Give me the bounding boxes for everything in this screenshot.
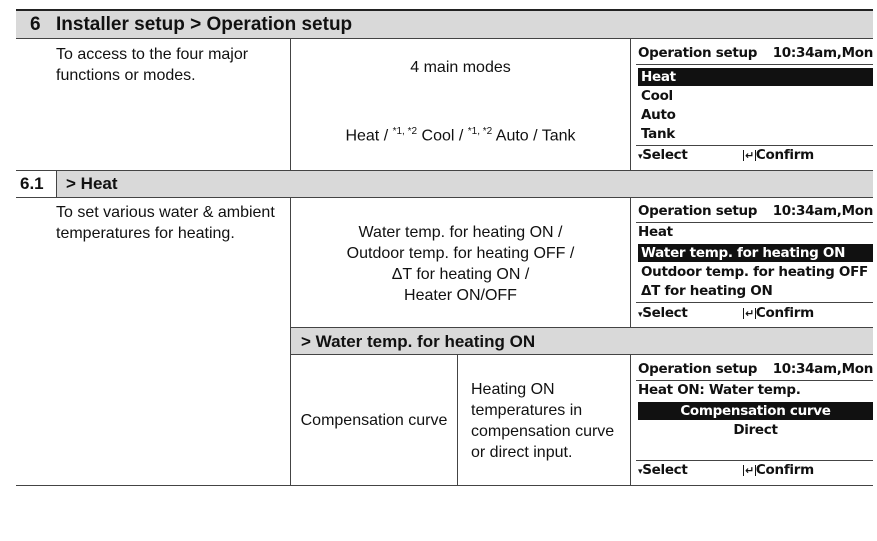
section-6-col-divider-2 [630, 38, 631, 170]
subsection-middle-text [471, 379, 626, 463]
section-6-1-desc-line2: temperatures for heating. [56, 225, 235, 242]
lcd-confirm [743, 461, 814, 479]
chevron-right-icon: > [66, 174, 76, 193]
lcd-select-label: Select [642, 305, 688, 321]
subsection-col-divider-1 [457, 354, 458, 485]
footnote-ref-1: *1, *2 [392, 126, 418, 137]
lcd-item: Auto [641, 107, 676, 123]
lcd-screen-water-temp [636, 360, 873, 482]
lcd-item: Direct [733, 422, 778, 438]
middle-line: temperatures in [471, 402, 583, 419]
section-6-desc-line1: To access to the four major [56, 46, 249, 63]
lcd-select-label: Select [642, 147, 688, 163]
lcd-subtitle: Heat [638, 224, 673, 240]
lcd-separator [636, 302, 873, 303]
center-line: Outdoor temp. for heating OFF / [346, 245, 575, 262]
lcd-title: Operation setup [638, 203, 758, 219]
lcd-title: Operation setup [638, 45, 758, 61]
section-6-1-header-band [56, 171, 873, 197]
middle-line: compensation curve [471, 423, 615, 440]
subsection-header-bottom [290, 354, 873, 355]
mode-heat-label: Heat / [345, 127, 393, 145]
lcd-title-row [638, 44, 873, 62]
lcd-screen-heat [636, 202, 873, 324]
mode-cool-label: Cool / [417, 127, 468, 145]
lcd-clock: 10:34am,Mon [772, 203, 873, 219]
lcd-separator [636, 64, 873, 65]
lcd-clock: 10:34am,Mon [772, 361, 873, 377]
lcd-item-selected: Heat [638, 68, 873, 86]
table-bottom-rule [16, 485, 873, 486]
lcd-footer [638, 304, 873, 322]
center-line: ΔT for heating ON / [391, 266, 530, 283]
lcd-item: Tank [641, 126, 675, 142]
chevron-right-icon: > [301, 332, 311, 351]
section-6-title [56, 14, 352, 36]
lcd-confirm-label: Confirm [755, 305, 814, 321]
mode-auto-tank-label: Auto / Tank [492, 127, 576, 145]
lcd-subtitle: Heat ON: Water temp. [638, 382, 801, 398]
section-6-1-description [56, 202, 288, 244]
section-6-number: 6 [30, 14, 41, 35]
lcd-footer [638, 146, 873, 164]
select-arrow-icon: ▾ [638, 152, 643, 162]
lcd-item-selected: Water temp. for heating ON [638, 244, 873, 262]
section-6-title-part1: Installer setup [56, 14, 185, 35]
enter-key-icon: ↵ [745, 464, 754, 477]
section-6-title-part2: Operation setup [206, 14, 353, 35]
section-6-header-bottom [16, 38, 873, 39]
enter-key-icon: ↵ [745, 307, 754, 320]
lcd-title-row [638, 202, 873, 220]
section-6-1-number: 6.1 [20, 174, 44, 193]
select-arrow-icon: ▾ [638, 467, 643, 477]
section-6-center-title: 4 main modes [410, 59, 511, 76]
footnote-ref-2: *1, *2 [467, 126, 493, 137]
section-6-1-title [66, 174, 118, 194]
lcd-confirm [743, 146, 814, 164]
lcd-title: Operation setup [638, 361, 758, 377]
lcd-confirm-label: Confirm [755, 462, 814, 478]
lcd-item: Outdoor temp. for heating OFF [641, 264, 868, 280]
lcd-footer [638, 461, 873, 479]
lcd-item: ΔT for heating ON [641, 283, 773, 299]
lcd-select-label: Select [642, 462, 688, 478]
middle-line: Heating ON [471, 381, 555, 398]
top-rule [16, 9, 873, 11]
section-6-description [56, 44, 286, 86]
section-6-1-number-divider [56, 170, 57, 197]
section-6-1-desc-line1: To set various water & ambient [56, 204, 275, 221]
lcd-screen-operation-setup [636, 44, 873, 166]
section-6-modes [291, 121, 630, 146]
middle-line: or direct input. [471, 444, 573, 461]
enter-key-icon: ↵ [745, 149, 754, 162]
section-6-1-center-text [291, 222, 630, 306]
select-arrow-icon: ▾ [638, 310, 643, 320]
section-6-1-header-bottom [16, 197, 873, 198]
subsection-left-label: Compensation curve [300, 412, 448, 429]
lcd-title-row [638, 360, 873, 378]
chevron-right-icon: > [190, 14, 207, 35]
section-6-desc-line2: functions or modes. [56, 67, 196, 84]
lcd-item-selected: Compensation curve [638, 402, 873, 420]
lcd-clock: 10:34am,Mon [772, 45, 873, 61]
center-line: Heater ON/OFF [404, 287, 517, 304]
subsection-title [301, 332, 535, 352]
lcd-confirm [743, 304, 814, 322]
subsection-title-text: Water temp. for heating ON [315, 332, 536, 351]
section-6-1-col-divider-2 [630, 197, 631, 327]
lcd-confirm-label: Confirm [755, 147, 814, 163]
section-6-1-title-text: Heat [80, 174, 118, 193]
center-line: Water temp. for heating ON / [358, 224, 563, 241]
lcd-item: Cool [641, 88, 673, 104]
subsection-col-divider-2 [630, 354, 631, 485]
